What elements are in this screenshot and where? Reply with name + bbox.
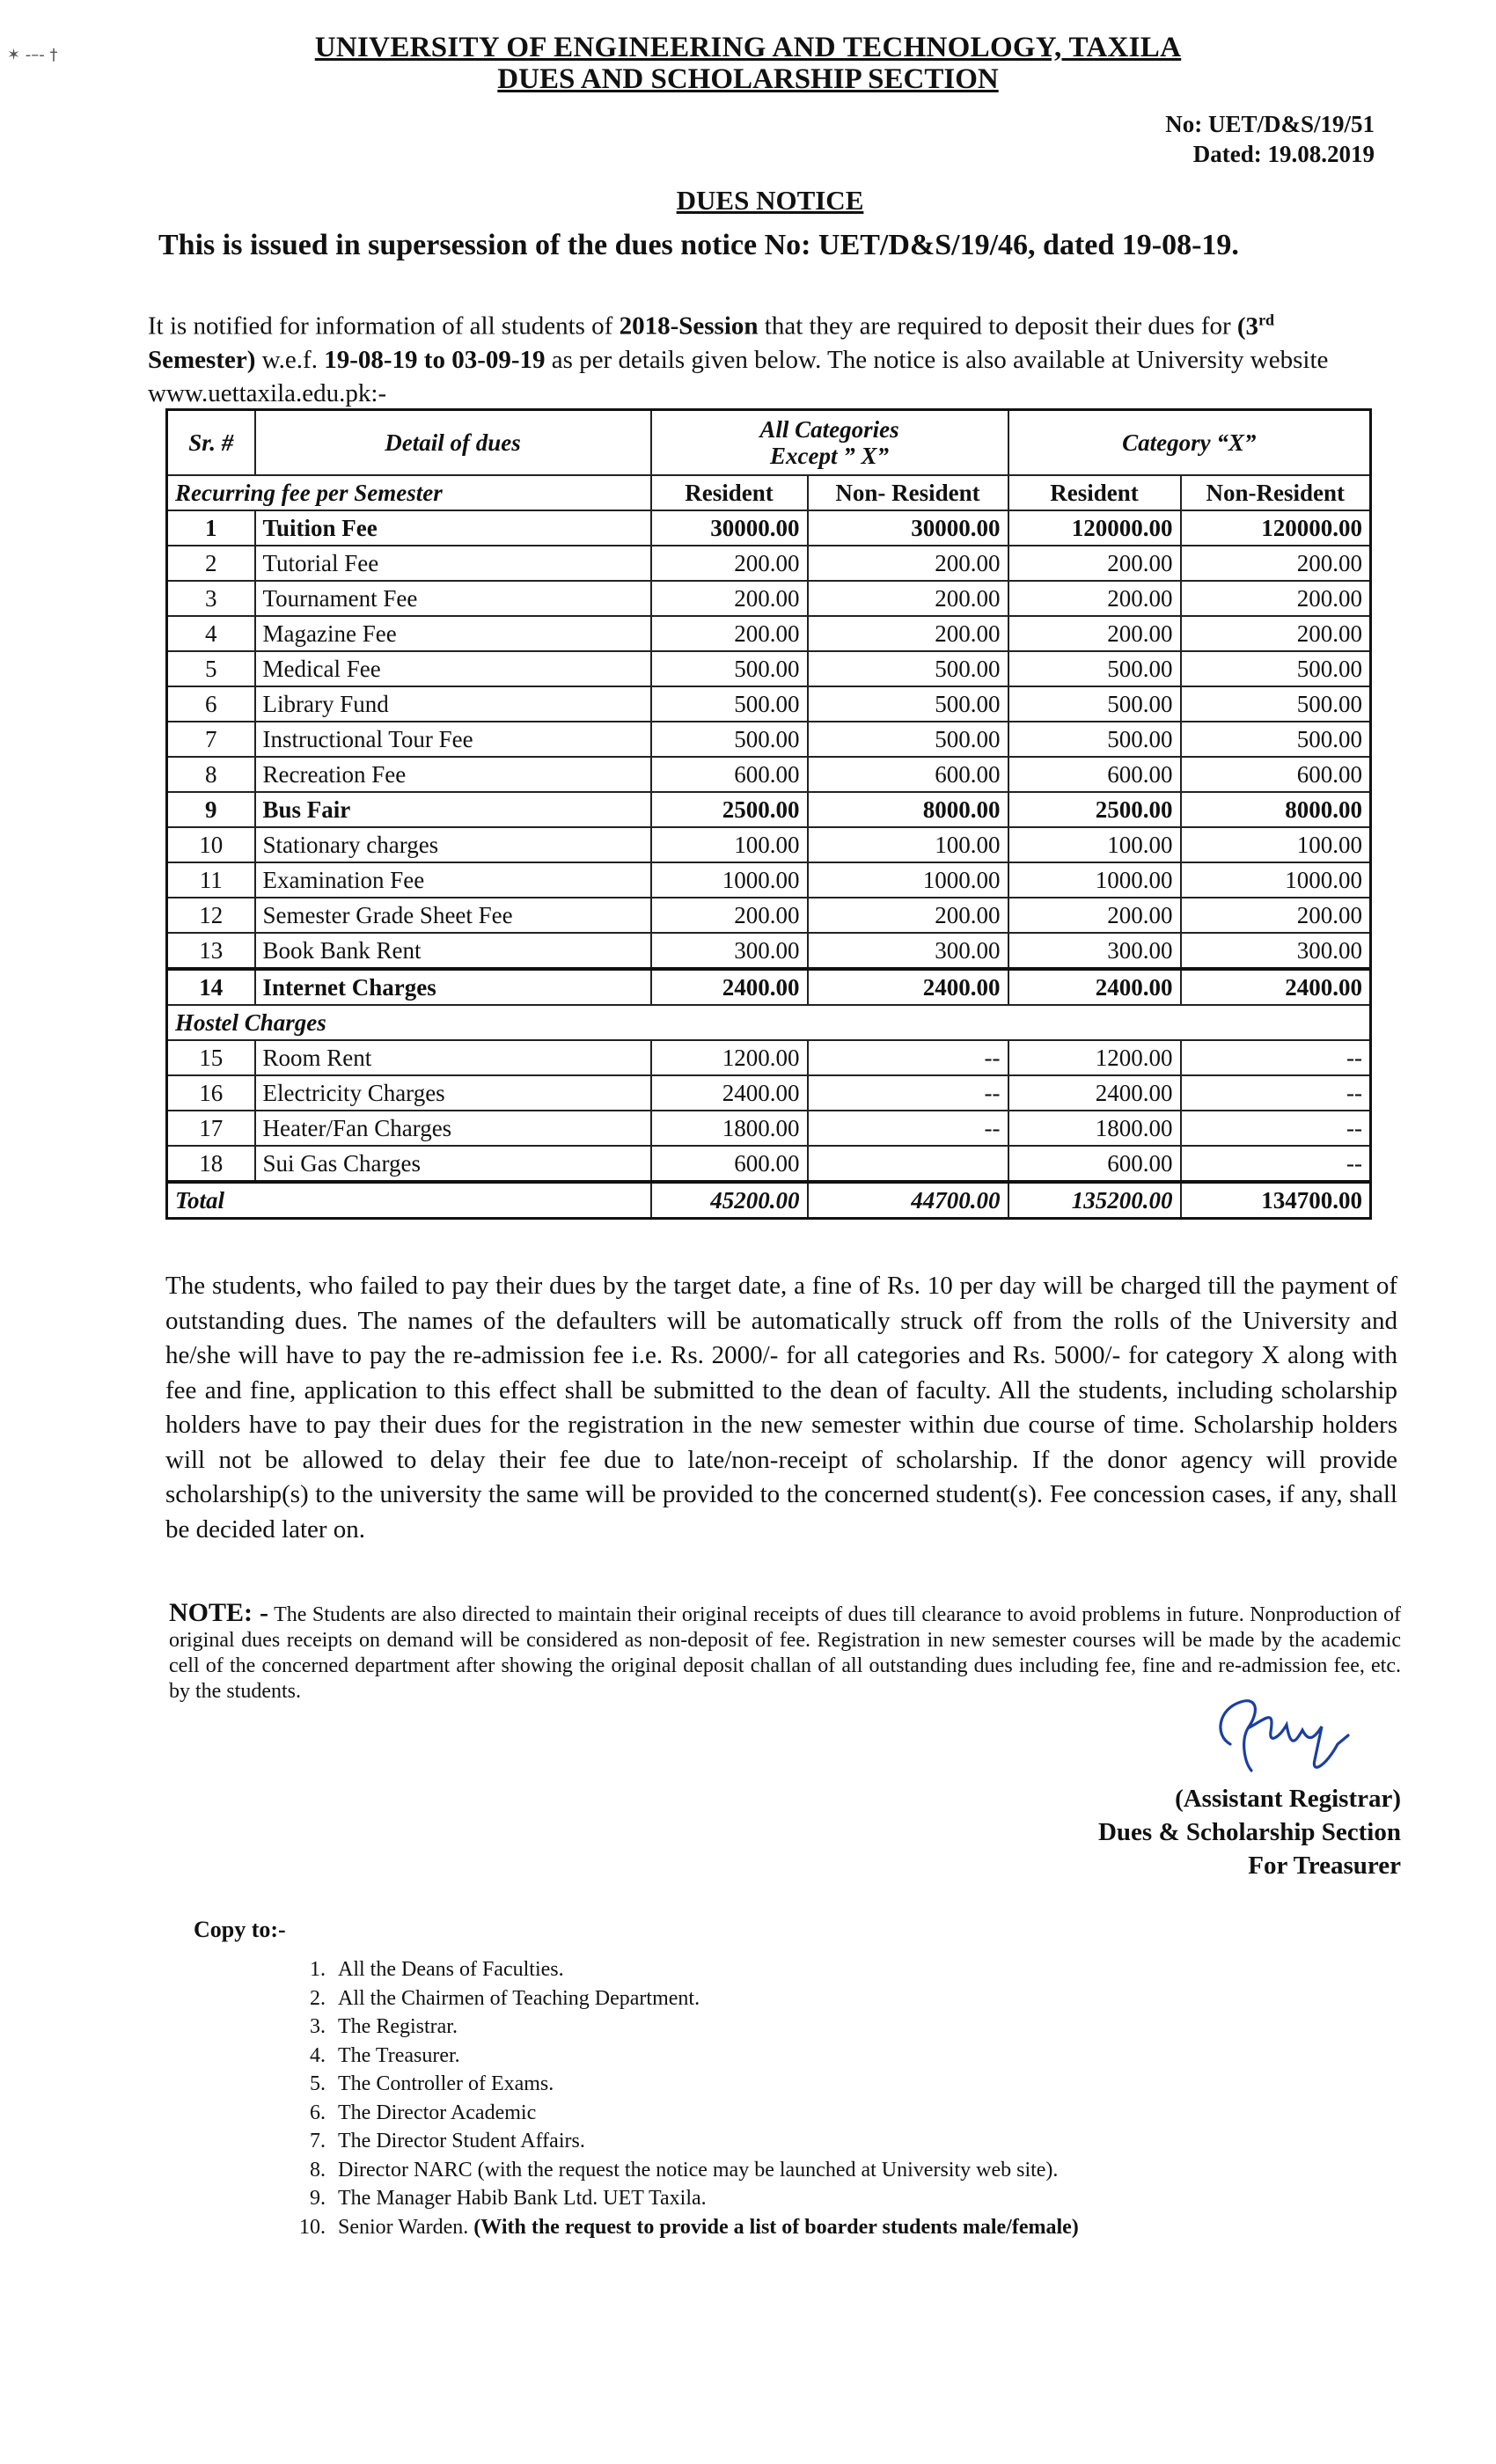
row-detail: Heater/Fan Charges <box>255 1111 651 1146</box>
row-amount: 500.00 <box>1008 722 1181 757</box>
intro-text-3: w.e.f. <box>255 345 325 374</box>
row-amount: 200.00 <box>808 616 1008 651</box>
row-amount <box>808 1146 1008 1182</box>
row-detail: Magazine Fee <box>255 616 651 651</box>
row-sr: 12 <box>167 898 255 933</box>
row-sr: 11 <box>167 862 255 898</box>
copy-to-item <box>282 2042 1338 2071</box>
row-sr: 16 <box>167 1075 255 1111</box>
row-detail: Bus Fair <box>255 792 651 827</box>
row-amount: 500.00 <box>651 651 808 686</box>
row-amount: 200.00 <box>808 898 1008 933</box>
row-amount: 30000.00 <box>651 510 808 546</box>
row-amount: 300.00 <box>1008 933 1181 969</box>
signature-mark <box>1206 1683 1355 1788</box>
signatory-title: (Assistant Registrar) <box>1175 1785 1401 1813</box>
copy-to-number: 9. <box>310 2187 326 2210</box>
row-detail: Medical Fee <box>255 651 651 686</box>
note-label: NOTE: - <box>169 1598 268 1627</box>
row-detail: Recreation Fee <box>255 757 651 792</box>
dues-table <box>165 408 1372 1220</box>
intro-paragraph <box>148 303 1380 410</box>
header-sr: Sr. # <box>167 410 255 476</box>
notice-date: Dated: 19.08.2019 <box>1192 141 1375 167</box>
row-detail: Sui Gas Charges <box>255 1146 651 1182</box>
copy-to-text: The Treasurer. <box>338 2043 460 2067</box>
row-amount: 2400.00 <box>1008 969 1181 1005</box>
row-amount: 500.00 <box>808 651 1008 686</box>
row-amount: 500.00 <box>1181 651 1371 686</box>
table-row <box>167 792 1371 827</box>
subheader-non-resident-x: Non-Resident <box>1181 475 1371 510</box>
copy-to-item <box>282 2213 1338 2242</box>
row-detail: Tuition Fee <box>255 510 651 546</box>
row-amount: 200.00 <box>651 898 808 933</box>
header-detail: Detail of dues <box>255 410 651 476</box>
row-amount: 200.00 <box>651 581 808 616</box>
copy-to-number: 2. <box>310 1986 326 2010</box>
hostel-section-row <box>167 1005 1371 1040</box>
intro-session: 2018-Session <box>619 312 759 341</box>
table-row <box>167 581 1371 616</box>
scan-mark: ✶ -–- † <box>7 46 58 64</box>
row-amount: 500.00 <box>808 722 1008 757</box>
table-row <box>167 510 1371 546</box>
table-row <box>167 686 1371 722</box>
row-sr: 5 <box>167 651 255 686</box>
copy-to-item <box>282 1984 1338 2013</box>
subheader-resident: Resident <box>651 475 808 510</box>
row-amount: 600.00 <box>1181 757 1371 792</box>
row-sr: 7 <box>167 722 255 757</box>
row-detail: Room Rent <box>255 1040 651 1075</box>
row-detail: Library Fund <box>255 686 651 722</box>
intro-text-2: that they are required to deposit their dues for <box>758 312 1237 341</box>
row-amount: 120000.00 <box>1181 510 1371 546</box>
table-row <box>167 862 1371 898</box>
subheader-resident-x: Resident <box>1008 475 1181 510</box>
row-amount: 200.00 <box>1181 616 1371 651</box>
intro-sem-sup: rd <box>1258 311 1275 328</box>
copy-to-number: 8. <box>310 2158 326 2182</box>
copy-to-text: The Director Student Affairs. <box>338 2130 585 2152</box>
copy-to-number: 5. <box>310 2072 326 2095</box>
row-amount: 100.00 <box>651 827 808 862</box>
row-amount: 2500.00 <box>651 792 808 827</box>
hostel-section-label: Hostel Charges <box>167 1005 1371 1040</box>
row-amount: 2400.00 <box>1181 969 1371 1005</box>
row-detail: Semester Grade Sheet Fee <box>255 898 651 933</box>
row-amount: 200.00 <box>1008 616 1181 651</box>
copy-to-bold-text: (With the request to provide a list of boarder students male/female) <box>473 2215 1079 2239</box>
supersession-line: This is issued in supersession of the dues notice No: UET/D&S/19/46, dated 19-08-19. <box>158 229 1239 261</box>
row-amount: 200.00 <box>651 616 808 651</box>
table-row <box>167 616 1371 651</box>
copy-to-number: 4. <box>310 2043 326 2067</box>
subheader-non-resident: Non- Resident <box>808 475 1008 510</box>
table-row <box>167 1146 1371 1182</box>
row-amount: 200.00 <box>1181 581 1371 616</box>
copy-to-number: 6. <box>310 2101 326 2124</box>
note-text: The Students are also directed to maintain their original receipts of dues till clearance to avoid problems in future. Nonproduction of original dues receipts on demand will be considered as non-deposit of fee. Registration in new semester courses will be made by the academic cell of the concerned department after showing the original deposit challan of all outstanding dues including fee, fine and re-admission fee, etc. by the students. <box>169 1603 1401 1703</box>
table-row <box>167 722 1371 757</box>
row-amount: 500.00 <box>1008 686 1181 722</box>
row-amount: 200.00 <box>1181 898 1371 933</box>
row-amount: 1800.00 <box>1008 1111 1181 1146</box>
copy-to-item <box>282 2070 1338 2099</box>
copy-to-text: All the Chairmen of Teaching Department. <box>338 1986 700 2010</box>
row-amount: -- <box>1181 1075 1371 1111</box>
intro-sem-close: Semester) <box>148 345 256 374</box>
row-amount: 200.00 <box>808 546 1008 581</box>
row-sr: 8 <box>167 757 255 792</box>
row-amount: 600.00 <box>1008 1146 1181 1182</box>
copy-to-text: Director NARC (with the request the notice may be launched at University web site). <box>338 2158 1059 2182</box>
total-amount: 44700.00 <box>808 1182 1008 1219</box>
row-amount: 1000.00 <box>1008 862 1181 898</box>
copy-to-text: The Manager Habib Bank Ltd. UET Taxila. <box>338 2187 707 2210</box>
table-row <box>167 933 1371 969</box>
copy-to-item <box>282 2184 1338 2213</box>
row-amount: 500.00 <box>808 686 1008 722</box>
copy-to-text: All the Deans of Faculties. <box>338 1958 564 1981</box>
row-amount: 200.00 <box>808 581 1008 616</box>
copy-to-text: Senior Warden. <box>338 2215 474 2239</box>
table-row <box>167 651 1371 686</box>
row-sr: 10 <box>167 827 255 862</box>
row-amount: 100.00 <box>1181 827 1371 862</box>
intro-text-4: as per details given below. The notice is also available at University website www.uettaxila.edu.pk:- <box>148 345 1329 407</box>
table-row <box>167 1040 1371 1075</box>
row-detail: Electricity Charges <box>255 1075 651 1111</box>
row-amount: 120000.00 <box>1008 510 1181 546</box>
fine-paragraph: The students, who failed to pay their dues by the target date, a fine of Rs. 10 per day will be charged till the payment of outstanding dues. The names of the defaulters will be automatically struck off from the rolls of the University and he/she will have to pay the re-admission fee i.e. Rs. 2000/- for all categories and Rs. 5000/- for category X along with fee and fine, application to this effect shall be submitted to the dean of faculty. All the students, including scholarship holders have to pay their dues for the registration in the new semester within due course of time. Scholarship holders will not be allowed to delay their fee due to late/non-receipt of scholarship. If the donor agency will provide scholarship(s) to the university the same will be provided to the concerned student(s). Fee concession cases, if any, shall be decided later on. <box>165 1272 1397 1544</box>
row-amount: 500.00 <box>1181 686 1371 722</box>
table-subheader-row <box>167 475 1371 510</box>
row-amount: 2400.00 <box>808 969 1008 1005</box>
row-amount: -- <box>808 1040 1008 1075</box>
row-amount: 200.00 <box>1008 898 1181 933</box>
row-amount: -- <box>1181 1111 1371 1146</box>
row-detail: Book Bank Rent <box>255 933 651 969</box>
row-sr: 13 <box>167 933 255 969</box>
row-amount: -- <box>808 1075 1008 1111</box>
row-detail: Tournament Fee <box>255 581 651 616</box>
row-amount: 100.00 <box>808 827 1008 862</box>
row-sr: 4 <box>167 616 255 651</box>
row-sr: 3 <box>167 581 255 616</box>
intro-dates: 19-08-19 to 03-09-19 <box>324 345 546 374</box>
row-sr: 15 <box>167 1040 255 1075</box>
header-category-x: Category “X” <box>1008 410 1371 476</box>
copy-to-item <box>282 2156 1338 2185</box>
intro-sem-open: (3 <box>1236 312 1259 341</box>
section-title: DUES AND SCHOLARSHIP SECTION <box>497 63 999 95</box>
copy-to-number: 10. <box>299 2215 326 2239</box>
table-row <box>167 546 1371 581</box>
row-detail: Internet Charges <box>255 969 651 1005</box>
total-amount: 45200.00 <box>651 1182 808 1219</box>
row-amount: 100.00 <box>1008 827 1181 862</box>
row-amount: -- <box>808 1111 1008 1146</box>
row-sr: 6 <box>167 686 255 722</box>
row-sr: 18 <box>167 1146 255 1182</box>
signatory-for: For Treasurer <box>1248 1852 1401 1880</box>
copy-to-number: 1. <box>310 1958 326 1981</box>
copy-to-text: The Director Academic <box>338 2101 537 2124</box>
header-all-categories <box>651 410 1008 476</box>
dues-table-body <box>167 410 1371 1219</box>
row-amount: -- <box>1181 1040 1371 1075</box>
row-amount: 1000.00 <box>651 862 808 898</box>
copy-to-text: The Registrar. <box>338 2015 458 2038</box>
row-amount: 600.00 <box>651 757 808 792</box>
row-sr: 2 <box>167 546 255 581</box>
university-title: UNIVERSITY OF ENGINEERING AND TECHNOLOGY, TAXILA <box>314 32 1182 63</box>
copy-to-number: 7. <box>310 2130 326 2152</box>
row-amount: 1200.00 <box>651 1040 808 1075</box>
row-amount: 300.00 <box>651 933 808 969</box>
notice-title: DUES NOTICE <box>676 185 864 216</box>
signatory-section: Dues & Scholarship Section <box>1097 1818 1401 1846</box>
copy-to-list <box>282 1955 1338 2241</box>
row-amount: 500.00 <box>1008 651 1181 686</box>
row-amount: 1000.00 <box>808 862 1008 898</box>
row-sr: 17 <box>167 1111 255 1146</box>
row-sr: 9 <box>167 792 255 827</box>
row-amount: 300.00 <box>808 933 1008 969</box>
header-all-categories-line2: Except ” X” <box>770 443 889 469</box>
table-row <box>167 898 1371 933</box>
row-amount: 600.00 <box>651 1146 808 1182</box>
header-all-categories-line1: All Categories <box>759 416 899 443</box>
table-row <box>167 757 1371 792</box>
total-amount: 134700.00 <box>1181 1182 1371 1219</box>
copy-to-item <box>282 2127 1338 2156</box>
row-amount: 200.00 <box>1008 581 1181 616</box>
row-amount: 8000.00 <box>1181 792 1371 827</box>
table-header-row <box>167 410 1371 476</box>
row-amount: 30000.00 <box>808 510 1008 546</box>
row-amount: 500.00 <box>651 722 808 757</box>
row-amount: 500.00 <box>1181 722 1371 757</box>
recurring-section-label: Recurring fee per Semester <box>167 475 651 510</box>
row-amount: 2400.00 <box>651 1075 808 1111</box>
row-amount: 2500.00 <box>1008 792 1181 827</box>
copy-to-item <box>282 2099 1338 2128</box>
row-detail: Stationary charges <box>255 827 651 862</box>
total-amount: 135200.00 <box>1008 1182 1181 1219</box>
row-detail: Instructional Tour Fee <box>255 722 651 757</box>
row-amount: 2400.00 <box>1008 1075 1181 1111</box>
reference-number: No: UET/D&S/19/51 <box>1165 111 1375 137</box>
row-amount: 600.00 <box>808 757 1008 792</box>
row-amount: 2400.00 <box>651 969 808 1005</box>
row-amount: 1800.00 <box>651 1111 808 1146</box>
row-amount: 8000.00 <box>808 792 1008 827</box>
table-row <box>167 827 1371 862</box>
row-amount: -- <box>1181 1146 1371 1182</box>
row-amount: 1200.00 <box>1008 1040 1181 1075</box>
row-amount: 200.00 <box>651 546 808 581</box>
copy-to-item <box>282 2013 1338 2042</box>
copy-to-number: 3. <box>310 2015 326 2038</box>
copy-to-item <box>282 1955 1338 1984</box>
row-sr: 14 <box>167 969 255 1005</box>
total-row <box>167 1182 1371 1219</box>
row-amount: 500.00 <box>651 686 808 722</box>
copy-to-text: The Controller of Exams. <box>338 2072 554 2095</box>
row-amount: 600.00 <box>1008 757 1181 792</box>
row-amount: 300.00 <box>1181 933 1371 969</box>
row-sr: 1 <box>167 510 255 546</box>
row-amount: 200.00 <box>1008 546 1181 581</box>
row-detail: Examination Fee <box>255 862 651 898</box>
table-row <box>167 1111 1371 1146</box>
table-row <box>167 969 1371 1005</box>
row-detail: Tutorial Fee <box>255 546 651 581</box>
intro-text-1: It is notified for information of all students of <box>148 312 620 341</box>
copy-to-label: Copy to:- <box>194 1917 286 1942</box>
row-amount: 1000.00 <box>1181 862 1371 898</box>
total-label: Total <box>167 1182 651 1219</box>
row-amount: 200.00 <box>1181 546 1371 581</box>
table-row <box>167 1075 1371 1111</box>
